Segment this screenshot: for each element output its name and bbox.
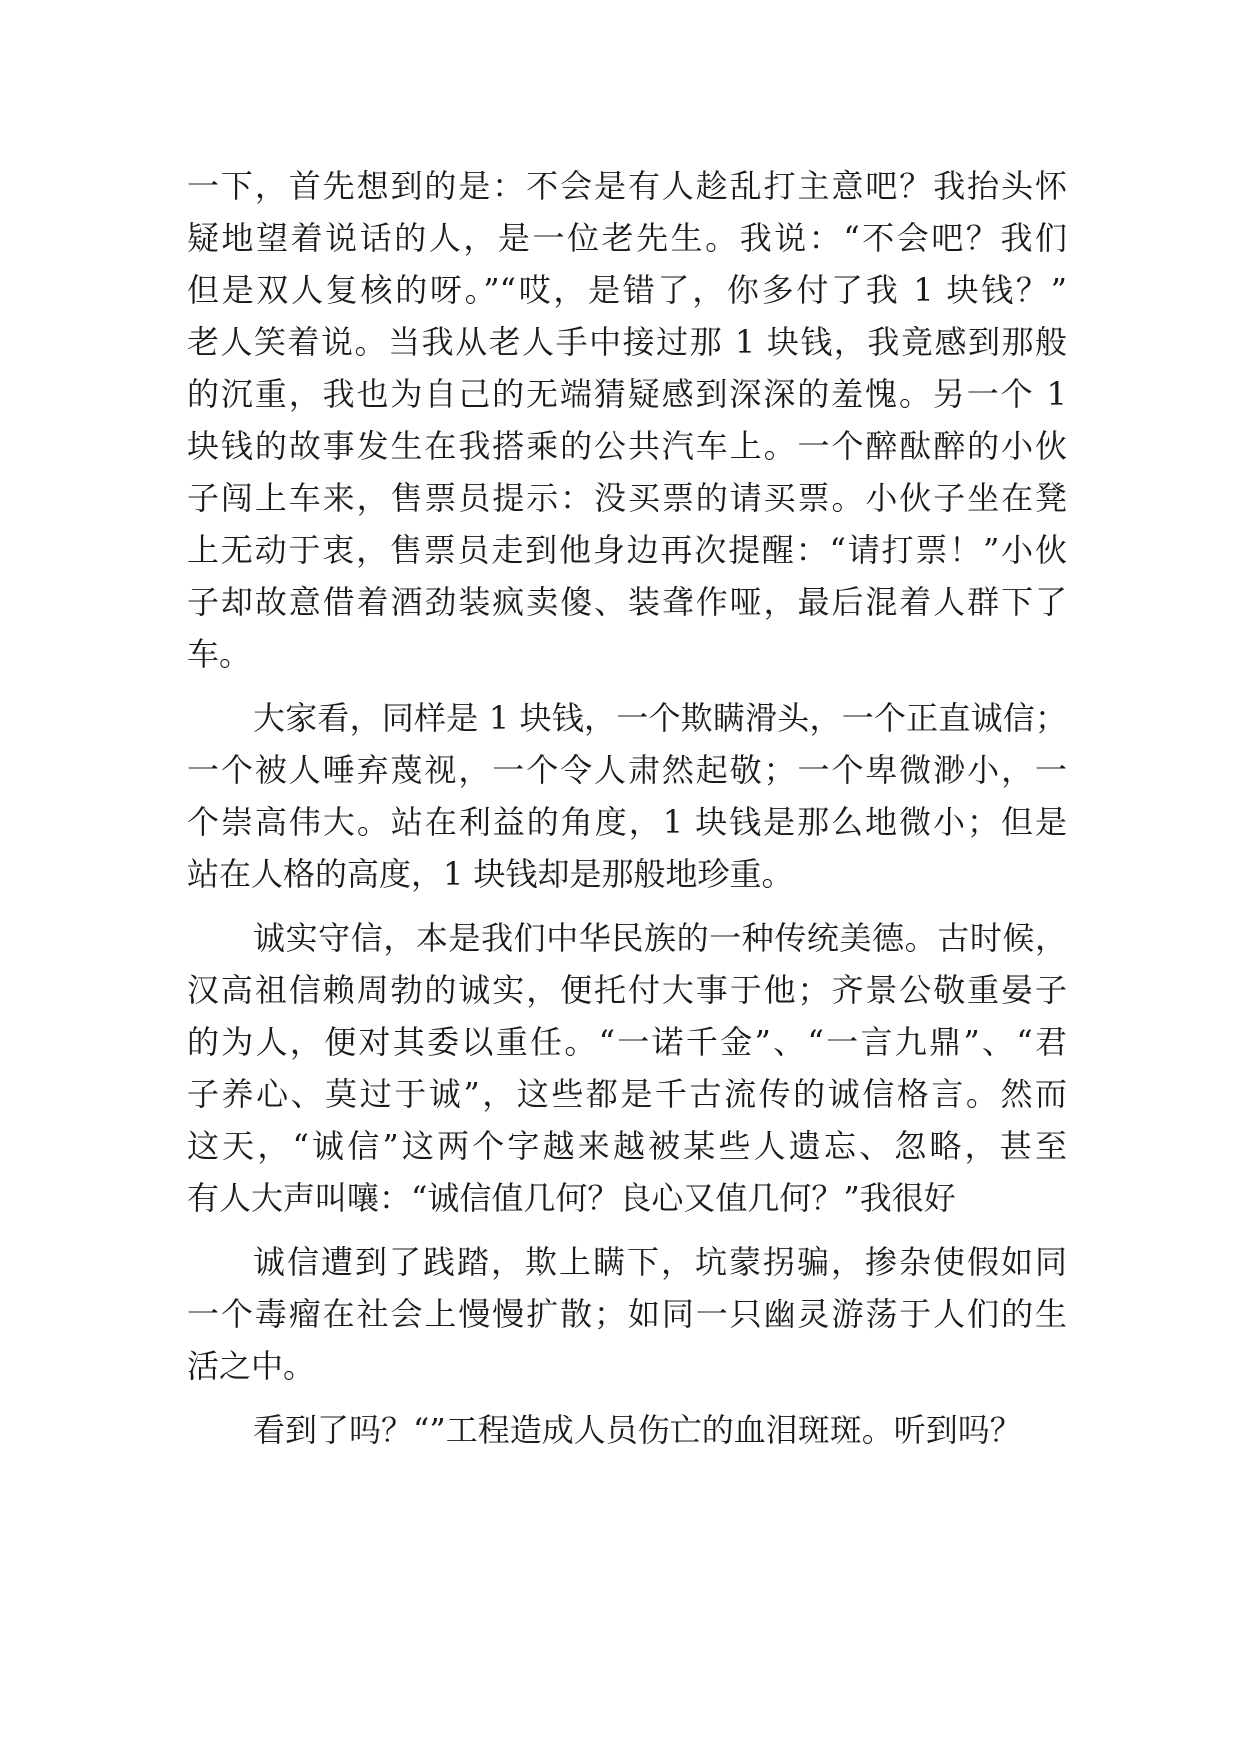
text-line: 的为人，便对其委以重任。“一诺千金”、“一言九鼎”、“君 [187, 1023, 1067, 1061]
text-line: 活之中。 [187, 1347, 316, 1385]
text-line: 站在人格的高度，1 块钱却是那般地珍重。 [187, 855, 794, 893]
text-line: 这天，“诚信”这两个字越来越被某些人遗忘、忽略，甚至 [187, 1127, 1067, 1165]
document-body [187, 160, 1067, 1456]
text-line: 一个毒瘤在社会上慢慢扩散；如同一只幽灵游荡于人们的生 [187, 1295, 1067, 1333]
paragraph-3 [187, 912, 1067, 1224]
paragraph-5 [187, 1404, 1067, 1456]
text-line: 诚信遭到了践踏，欺上瞒下，坑蒙拐骗，掺杂使假如同 [253, 1243, 1067, 1281]
text-line: 有人大声叫嚷：“诚信值几何？良心又值几何？”我很好 [187, 1179, 956, 1217]
text-line: 疑地望着说话的人，是一位老先生。我说：“不会吧？我们 [187, 219, 1067, 257]
text-line: 车。 [187, 635, 252, 673]
text-line: 但是双人复核的呀。”“哎，是错了，你多付了我 1 块钱？” [187, 271, 1067, 309]
text-line: 汉高祖信赖周勃的诚实，便托付大事于他；齐景公敬重晏子 [187, 971, 1067, 1009]
paragraph-1 [187, 160, 1067, 680]
paragraph-2 [187, 692, 1067, 900]
text-line: 一下，首先想到的是：不会是有人趁乱打主意吧？我抬头怀 [187, 167, 1067, 205]
text-line: 诚实守信，本是我们中华民族的一种传统美德。古时候， [253, 919, 1067, 957]
text-line: 的沉重，我也为自己的无端猜疑感到深深的羞愧。另一个 1 [187, 375, 1067, 413]
text-line: 子却故意借着酒劲装疯卖傻、装聋作哑，最后混着人群下了 [187, 583, 1067, 621]
text-line: 大家看，同样是 1 块钱，一个欺瞒滑头，一个正直诚信； [253, 699, 1067, 737]
text-line: 块钱的故事发生在我搭乘的公共汽车上。一个醉酞醉的小伙 [187, 427, 1067, 465]
paragraph-4 [187, 1236, 1067, 1392]
text-line: 老人笑着说。当我从老人手中接过那 1 块钱，我竟感到那般 [187, 323, 1067, 361]
text-line: 一个被人唾弃蔑视，一个令人肃然起敬；一个卑微渺小，一 [187, 751, 1067, 789]
text-line: 上无动于衷，售票员走到他身边再次提醒：“请打票！”小伙 [187, 531, 1067, 569]
text-line: 看到了吗？“”工程造成人员伤亡的血泪斑斑。听到吗？ [253, 1411, 1022, 1449]
text-line: 子养心、莫过于诚”，这些都是千古流传的诚信格言。然而 [187, 1075, 1067, 1113]
text-line: 子闯上车来，售票员提示：没买票的请买票。小伙子坐在凳 [187, 479, 1067, 517]
text-line: 个崇高伟大。站在利益的角度，1 块钱是那么地微小；但是 [187, 803, 1067, 841]
